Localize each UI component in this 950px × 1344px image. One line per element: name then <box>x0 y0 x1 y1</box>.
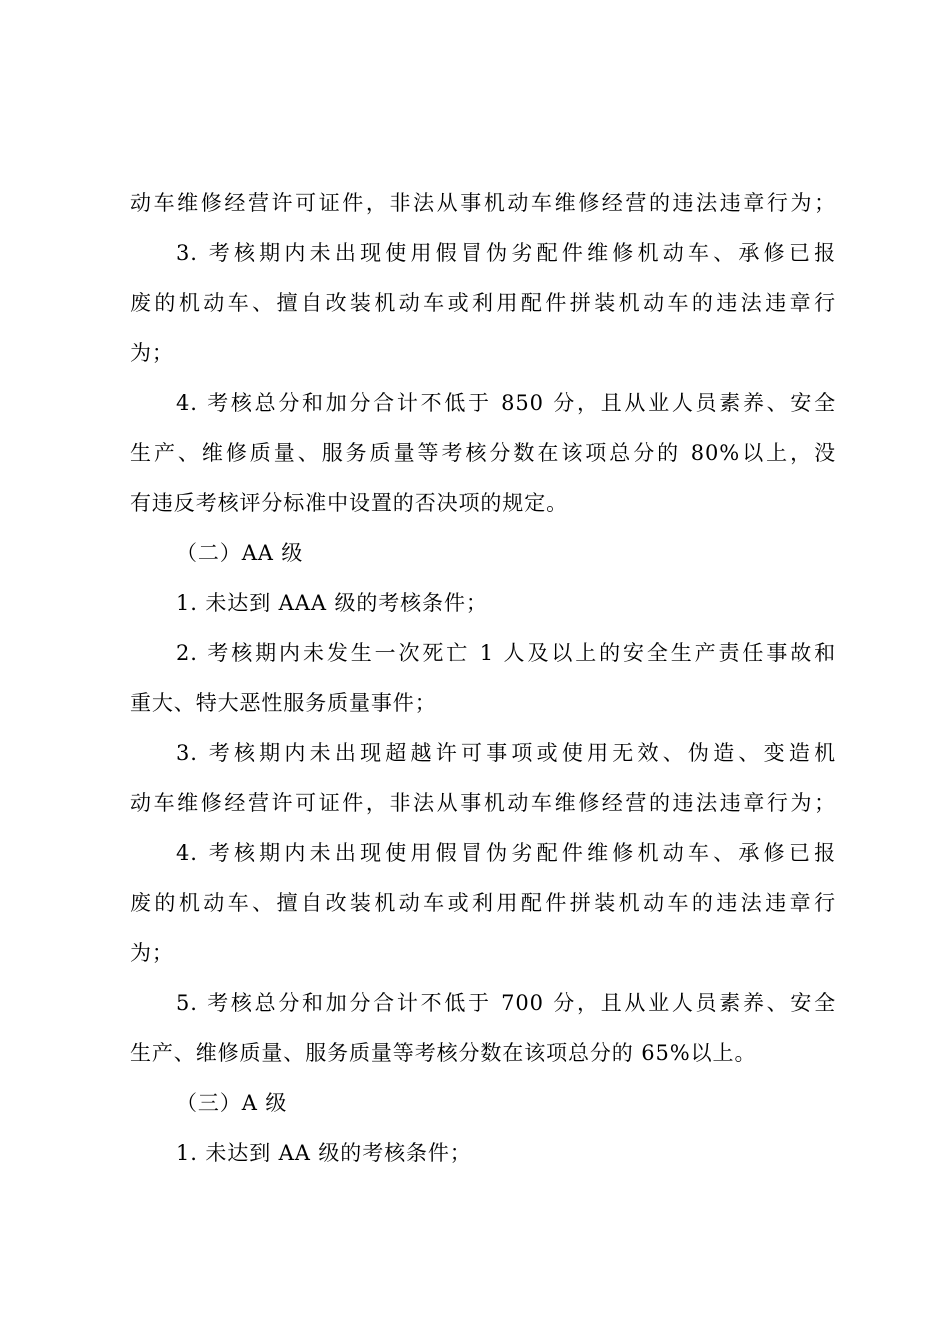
section-heading: （三）A 级 <box>176 1091 288 1115</box>
text-line: 废的机动车、擅自改装机动车或利用配件拼装机动车的违法违章行 <box>130 291 836 315</box>
text-line: 5. 考核总分和加分合计不低于 700 分，且从业人员素养、安全 <box>176 991 836 1015</box>
text-line: 4. 考核期内未出现使用假冒伪劣配件维修机动车、承修已报 <box>176 841 836 865</box>
text-line: 3. 考核期内未出现超越许可事项或使用无效、伪造、变造机 <box>176 741 836 765</box>
text-line: 有违反考核评分标准中设置的否决项的规定。 <box>130 491 568 515</box>
text-line: 废的机动车、擅自改装机动车或利用配件拼装机动车的违法违章行 <box>130 891 836 915</box>
text-line: 动车维修经营许可证件，非法从事机动车维修经营的违法违章行为； <box>130 791 836 815</box>
text-line: 1. 未达到 AA 级的考核条件； <box>176 1141 472 1165</box>
text-line: 重大、特大恶性服务质量事件； <box>130 691 437 715</box>
text-line: 生产、维修质量、服务质量等考核分数在该项总分的 65%以上。 <box>130 1041 757 1065</box>
section-heading: （二）AA 级 <box>176 541 304 565</box>
text-line: 1. 未达到 AAA 级的考核条件； <box>176 591 488 615</box>
text-line: 为； <box>130 341 174 365</box>
text-line: 2. 考核期内未发生一次死亡 1 人及以上的安全生产责任事故和 <box>176 641 836 665</box>
text-line: 动车维修经营许可证件，非法从事机动车维修经营的违法违章行为； <box>130 191 836 215</box>
document-body <box>130 178 836 1178</box>
text-line: 生产、维修质量、服务质量等考核分数在该项总分的 80%以上，没 <box>130 441 836 465</box>
text-line: 4. 考核总分和加分合计不低于 850 分，且从业人员素养、安全 <box>176 391 836 415</box>
text-line: 为； <box>130 941 174 965</box>
text-line: 3. 考核期内未出现使用假冒伪劣配件维修机动车、承修已报 <box>176 241 836 265</box>
